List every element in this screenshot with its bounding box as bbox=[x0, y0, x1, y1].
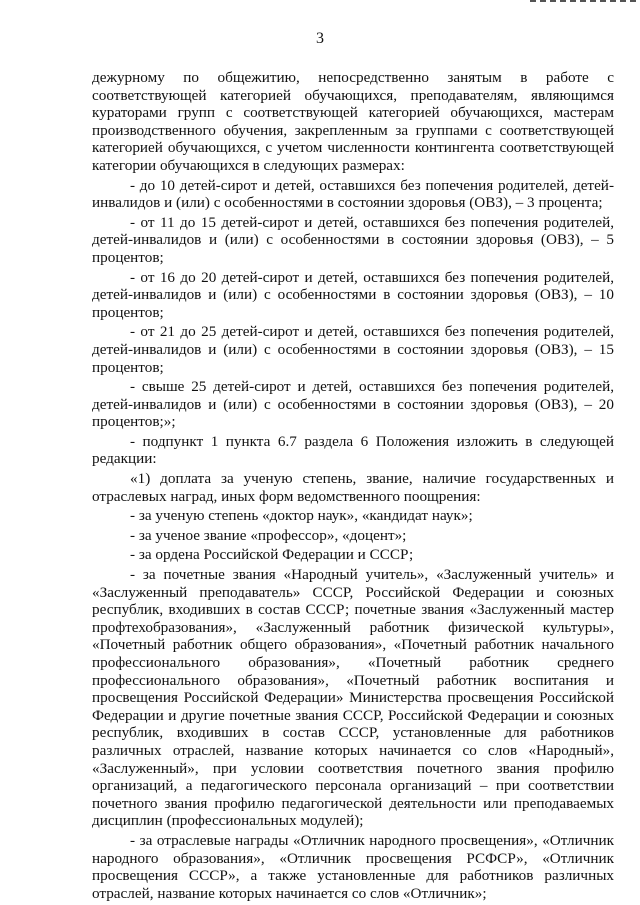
paragraph: - от 21 до 25 детей-сирот и детей, оставшихся без попечения родителей, детей-инвалидов и (или) с особенностями в состоянии здоровья (ОВЗ), – 15 процентов; bbox=[92, 323, 614, 376]
paragraph: - от 16 до 20 детей-сирот и детей, оставшихся без попечения родителей, детей-инвалидов и (или) с особенностями в состоянии здоровья (ОВЗ), – 10 процентов; bbox=[92, 268, 614, 321]
paragraph: - подпункт 1 пункта 6.7 раздела 6 Положения изложить в следующей редакции: bbox=[92, 432, 614, 468]
paragraph: - за ученую степень «доктор наук», «кандидат наук»; bbox=[130, 507, 473, 525]
paragraph: «1) доплата за ученую степень, звание, наличие государственных и отраслевых наград, иных форм ведомственного поощрения: bbox=[92, 470, 614, 505]
top-edge-mark bbox=[530, 0, 640, 2]
paragraph: - за почетные звания «Народный учитель», «Заслуженный учитель» и «Заслуженный преподаватель» СССР, Российской Федерации и союзных республик, входивших в состав СССР; почетные звания «Заслуженный мастер профтехобразования», «Заслуженный работник физической культуры», «Почетный работник общего образования», «Почетный работник начального профессионального образования», «Почетный работник среднего профессионального образования», «Почетный работник воспитания и просвещения Российской Федерации» Министерства просвещения Российской Федерации и другие почетные звания СССР, Российской Федерации и союзных республик, входивших в состав СССР, установленные для работников различных отраслей, название которых начинается со слов «Народный», «Заслуженный», при условии соответствия почетного звания профилю организаций, а педагогического персонала организаций – при соответствии почетного звания профилю педагогической деятельности или преподаваемых дисциплин (профессиональных модулей); bbox=[92, 566, 614, 830]
page-number: 3 bbox=[316, 30, 324, 47]
paragraph: - за ученое звание «профессор», «доцент»; bbox=[130, 526, 407, 544]
document-body bbox=[92, 69, 614, 904]
paragraph: - свыше 25 детей-сирот и детей, оставшихся без попечения родителей, детей-инвалидов и (или) с особенностями в состоянии здоровья (ОВЗ), – 20 процентов;»; bbox=[92, 378, 614, 431]
paragraph: - до 10 детей-сирот и детей, оставшихся без попечения родителей, детей-инвалидов и (или) с особенностями в состоянии здоровья (ОВЗ), – 3 процента; bbox=[92, 176, 614, 212]
paragraph: дежурному по общежитию, непосредственно занятым в работе с соответствующей категорией обучающихся, преподавателям, являющимся кураторами групп с соответствующей категорией обучающихся, мастерам производственного обучения, закрепленным за группами с соответствующей категорией обучающихся, с учетом численности контингента соответствующей категории обучающихся в следующих размерах: bbox=[92, 69, 614, 174]
paragraph: - за отраслевые награды «Отличник народного просвещения», «Отличник народного образования», «Отличник просвещения РСФСР», «Отличник просвещения СССР», а также установленные для работников различных отраслей, название которых начинается со слов «Отличник»; bbox=[92, 831, 614, 902]
paragraph: - за ордена Российской Федерации и СССР; bbox=[130, 546, 414, 564]
paragraph: - от 11 до 15 детей-сирот и детей, оставшихся без попечения родителей, детей-инвалидов и (или) с особенностями в состоянии здоровья (ОВЗ), – 5 процентов; bbox=[92, 213, 614, 266]
